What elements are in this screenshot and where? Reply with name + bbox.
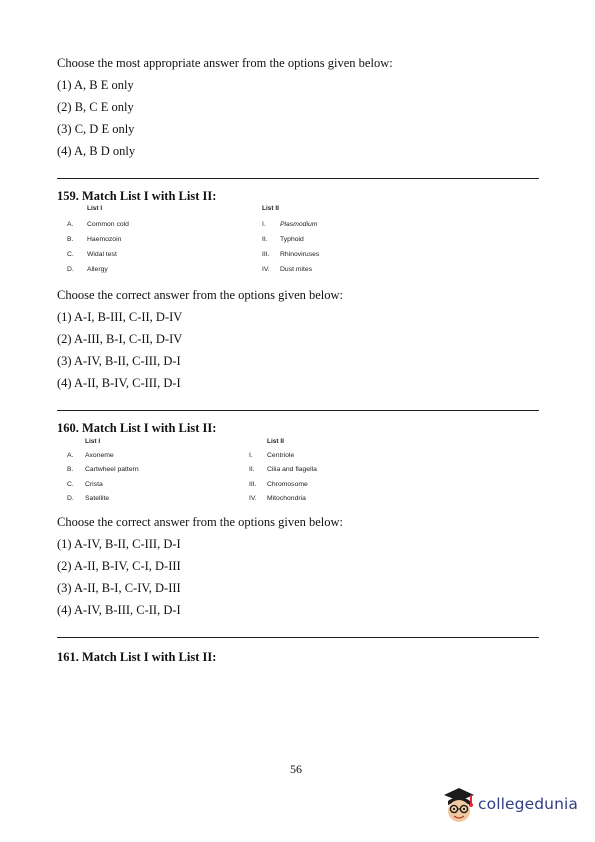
intro-prompt: Choose the most appropriate answer from the options given below: <box>57 56 393 70</box>
q160-list2-key: IV. <box>249 495 257 502</box>
q159-list1-item: Allergy <box>87 266 108 273</box>
q159-prompt: Choose the correct answer from the options given below: <box>57 288 344 302</box>
q159-list2-key: II. <box>262 236 268 243</box>
q159-list1-key: D. <box>67 266 74 273</box>
q160-list1-key: D. <box>67 495 74 502</box>
q159-list2-key: III. <box>262 251 270 258</box>
q160-list1-key: C. <box>67 481 74 488</box>
q159-list2-item: Typhoid <box>280 236 304 243</box>
q160-list1-header: List I <box>85 438 101 445</box>
q159-option-2: (2) A-III, B-I, C-II, D-IV <box>57 332 183 346</box>
q159-list2-key: IV. <box>262 266 270 273</box>
q159-list1-item: Widal test <box>87 251 117 258</box>
brand-name: collegedunia <box>478 795 579 813</box>
q160-list1-key: A. <box>67 452 74 459</box>
page-number: 56 <box>290 762 302 776</box>
section-divider <box>57 637 539 638</box>
q159-list1-item: Haemozoin <box>87 236 122 243</box>
intro-option-3: (3) C, D E only <box>57 122 135 136</box>
q159-list2-item: Plasmodium <box>280 221 318 228</box>
section-divider <box>57 178 539 179</box>
question-161-title: 161. Match List I with List II: <box>57 650 217 664</box>
section-divider <box>57 410 539 411</box>
question-160-title: 160. Match List I with List II: <box>57 421 217 435</box>
q159-list1-key: B. <box>67 236 74 243</box>
q159-list2-key: I. <box>262 221 266 228</box>
q160-option-1: (1) A-IV, B-II, C-III, D-I <box>57 537 181 551</box>
q160-list1-item: Satellite <box>85 495 110 502</box>
q159-list1-key: A. <box>67 221 74 228</box>
q160-option-3: (3) A-II, B-I, C-IV, D-III <box>57 581 181 595</box>
q159-option-4: (4) A-II, B-IV, C-III, D-I <box>57 376 181 390</box>
q160-list1-key: B. <box>67 466 74 473</box>
q159-list1-header: List I <box>87 205 103 212</box>
q160-list2-item: Chromosome <box>267 481 308 488</box>
q160-list2-key: III. <box>249 481 257 488</box>
collegedunia-logo <box>440 785 585 829</box>
q160-option-2: (2) A-II, B-IV, C-I, D-III <box>57 559 181 573</box>
q160-list2-key: I. <box>249 452 253 459</box>
q160-list1-item: Axoneme <box>85 452 114 459</box>
q159-list1-key: C. <box>67 251 74 258</box>
q160-list2-item: Mitochondria <box>267 495 306 502</box>
q160-prompt: Choose the correct answer from the options given below: <box>57 515 344 529</box>
q160-option-4: (4) A-IV, B-III, C-II, D-I <box>57 603 181 617</box>
q159-option-3: (3) A-IV, B-II, C-III, D-I <box>57 354 181 368</box>
question-159-title: 159. Match List I with List II: <box>57 189 217 203</box>
q160-list2-header: List II <box>267 438 284 445</box>
q159-list2-header: List II <box>262 205 279 212</box>
q160-list1-item: Crista <box>85 481 103 488</box>
q160-list2-key: II. <box>249 466 255 473</box>
intro-option-2: (2) B, C E only <box>57 100 134 114</box>
q160-list2-item: Cilia and flagella <box>267 466 317 473</box>
graduate-mascot-icon <box>440 785 478 829</box>
q159-list2-item: Rhinoviruses <box>280 251 320 258</box>
q159-list2-item: Dust mites <box>280 266 313 273</box>
intro-option-1: (1) A, B E only <box>57 78 134 92</box>
q159-option-1: (1) A-I, B-III, C-II, D-IV <box>57 310 183 324</box>
q159-list1-item: Common cold <box>87 221 129 228</box>
intro-option-4: (4) A, B D only <box>57 144 136 158</box>
q160-list1-item: Cartwheel pattern <box>85 466 139 473</box>
q160-list2-item: Centriole <box>267 452 295 459</box>
